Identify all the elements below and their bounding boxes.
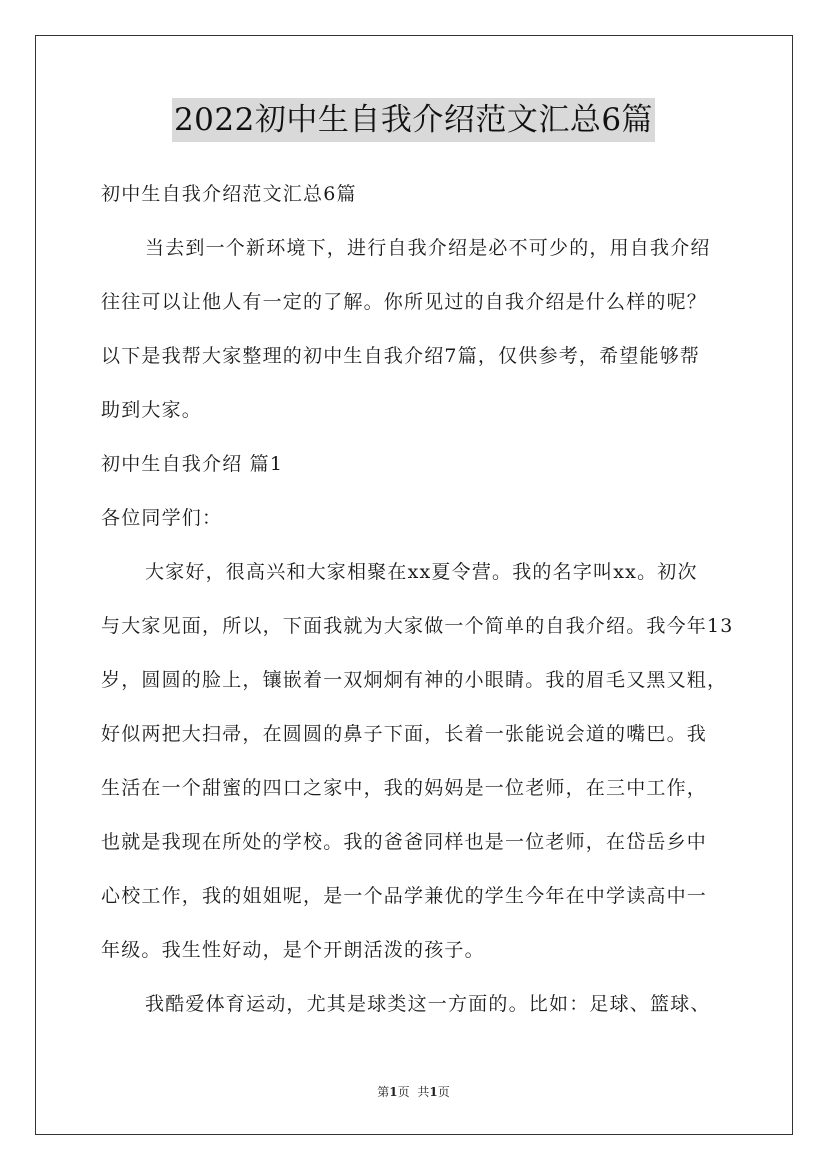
paragraph-line: 好似两把大扫帚，在圆圆的鼻子下面，长着一张能说会道的嘴巴。我 bbox=[101, 723, 708, 745]
document-subtitle: 初中生自我介绍范文汇总6篇 bbox=[101, 183, 357, 205]
page-number: 1 bbox=[389, 1085, 398, 1099]
paragraph-line: 我酷爱体育运动，尤其是球类这一方面的。比如：足球、篮球、 bbox=[145, 993, 711, 1015]
total-pages: 1 bbox=[429, 1085, 438, 1099]
paragraph-line: 以下是我帮大家整理的初中生自我介绍7篇，仅供参考，希望能够帮 bbox=[101, 345, 701, 367]
salutation: 各位同学们： bbox=[101, 507, 223, 529]
paragraph-line: 大家好，很高兴和大家相聚在xx夏令营。我的名字叫xx。初次 bbox=[145, 561, 698, 583]
paragraph-line: 生活在一个甜蜜的四口之家中，我的妈妈是一位老师，在三中工作， bbox=[101, 777, 708, 799]
title-container bbox=[0, 98, 827, 142]
page-suffix: 页 bbox=[397, 1085, 410, 1099]
paragraph-line: 也就是我现在所处的学校。我的爸爸同样也是一位老师，在岱岳乡中 bbox=[101, 831, 708, 853]
paragraph-line: 年级。我生性好动，是个开朗活泼的孩子。 bbox=[101, 939, 485, 961]
page-footer bbox=[0, 1084, 827, 1100]
paragraph-line: 当去到一个新环境下，进行自我介绍是必不可少的，用自我介绍 bbox=[145, 237, 711, 259]
page-prefix: 第 bbox=[377, 1085, 390, 1099]
section-heading: 初中生自我介绍 篇1 bbox=[101, 453, 284, 475]
paragraph-line: 心校工作，我的姐姐呢，是一个品学兼优的学生今年在中学读高中一 bbox=[101, 885, 708, 907]
paragraph-line: 岁，圆圆的脸上，镶嵌着一双炯炯有神的小眼睛。我的眉毛又黑又粗， bbox=[101, 669, 728, 691]
total-suffix: 页 bbox=[437, 1085, 450, 1099]
document-title: 2022初中生自我介绍范文汇总6篇 bbox=[172, 98, 655, 142]
total-prefix: 共 bbox=[417, 1085, 430, 1099]
paragraph-line: 往往可以让他人有一定的了解。你所见过的自我介绍是什么样的呢？ bbox=[101, 291, 708, 313]
paragraph-line: 与大家见面，所以，下面我就为大家做一个简单的自我介绍。我今年13 bbox=[101, 615, 734, 637]
paragraph-line: 助到大家。 bbox=[101, 399, 203, 421]
